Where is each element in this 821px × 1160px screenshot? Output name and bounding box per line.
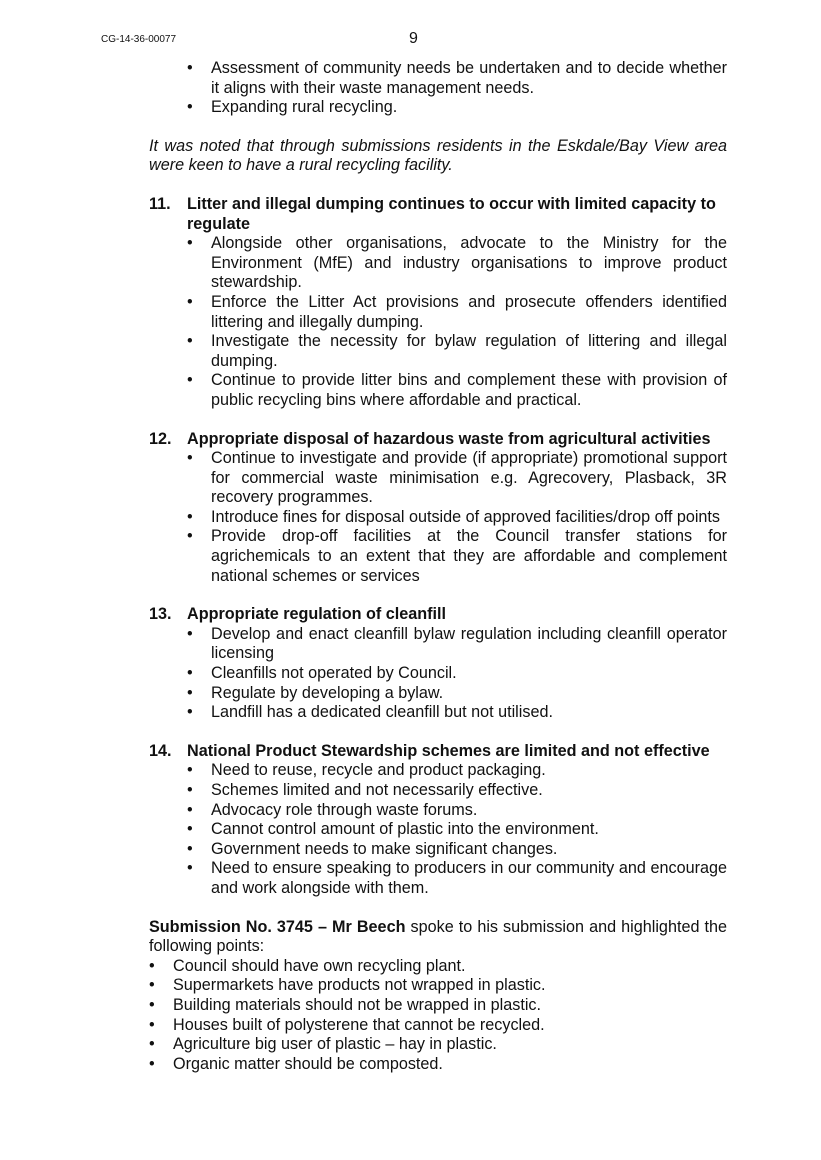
list-item: • Agriculture big user of plastic – hay in plastic.	[149, 1035, 727, 1055]
list-item: • Schemes limited and not necessarily effective.	[149, 781, 727, 801]
list-item: • Continue to provide litter bins and complement these with provision of public recycling bins where affordable and practical.	[149, 371, 727, 410]
list-item: • Enforce the Litter Act provisions and prosecute offenders identified littering and illegally dumping.	[149, 293, 727, 332]
list-item: • Advocacy role through waste forums.	[149, 801, 727, 821]
section-heading	[149, 430, 727, 450]
submission-label: Submission No. 3745 – Mr Beech	[149, 917, 406, 936]
list-item: • Develop and enact cleanfill bylaw regulation including cleanfill operator licensing	[149, 625, 727, 664]
section-title: Litter and illegal dumping continues to occur with limited capacity to regulate	[187, 194, 716, 233]
list-item: • Houses built of polysterene that cannot be recycled.	[149, 1016, 727, 1036]
section-title: National Product Stewardship schemes are limited and not effective	[187, 741, 710, 760]
list-item: • Introduce fines for disposal outside of approved facilities/drop off points	[149, 508, 727, 528]
section-12	[149, 430, 727, 587]
submission-points-list	[149, 957, 727, 1075]
section-heading	[149, 605, 727, 625]
list-item: • Landfill has a dedicated cleanfill but not utilised.	[149, 703, 727, 723]
list-item: • Organic matter should be composted.	[149, 1055, 727, 1075]
list-item: • Investigate the necessity for bylaw regulation of littering and illegal dumping.	[149, 332, 727, 371]
list-item: • Continue to investigate and provide (if appropriate) promotional support for commercial waste minimisation e.g. Agrecovery, Plasback, 3R recovery programmes.	[149, 449, 727, 508]
submission-block	[149, 918, 727, 1075]
note-paragraph: It was noted that through submissions residents in the Eskdale/Bay View area were keen to have a rural recycling facility.	[149, 136, 727, 175]
page-content	[149, 59, 727, 1074]
section-bullet-list	[149, 761, 727, 898]
section-13	[149, 605, 727, 723]
section-11	[149, 195, 727, 411]
list-item: • Need to ensure speaking to producers in our community and encourage and work alongside with them.	[149, 859, 727, 898]
section-title: Appropriate disposal of hazardous waste from agricultural activities	[187, 429, 711, 448]
section-14	[149, 742, 727, 899]
submission-intro	[149, 918, 727, 957]
list-item: • Cleanfills not operated by Council.	[149, 664, 727, 684]
list-item: • Supermarkets have products not wrapped in plastic.	[149, 976, 727, 996]
list-item: • Government needs to make significant changes.	[149, 840, 727, 860]
document-id: CG-14-36-00077	[101, 34, 177, 45]
list-item: • Assessment of community needs be undertaken and to decide whether it aligns with their waste management needs.	[149, 59, 727, 98]
section-title: Appropriate regulation of cleanfill	[187, 605, 447, 624]
list-item: • Alongside other organisations, advocate to the Ministry for the Environment (MfE) and industry organisations to improve product stewardship.	[149, 234, 727, 293]
submission-intro-text: spoke to his submission and highlighted the following points:	[149, 917, 727, 956]
page-number: 9	[409, 30, 418, 47]
section-heading	[149, 742, 727, 762]
section-number: 12.	[149, 429, 172, 448]
list-item: • Provide drop-off facilities at the Council transfer stations for agrichemicals to an extent that they are affordable and complement national schemes or services	[149, 527, 727, 586]
list-item: • Need to reuse, recycle and product packaging.	[149, 761, 727, 781]
list-item: • Council should have own recycling plant.	[149, 957, 727, 977]
list-item: • Building materials should not be wrapped in plastic.	[149, 996, 727, 1016]
section-bullet-list	[149, 234, 727, 410]
section-bullet-list	[149, 449, 727, 586]
section-number: 11.	[149, 194, 171, 213]
section-number: 13.	[149, 605, 172, 624]
section-bullet-list	[149, 625, 727, 723]
list-item: • Regulate by developing a bylaw.	[149, 684, 727, 704]
section-heading	[149, 195, 727, 234]
top-bullet-list	[149, 59, 727, 118]
list-item: • Cannot control amount of plastic into the environment.	[149, 820, 727, 840]
list-item: • Expanding rural recycling.	[149, 98, 727, 118]
section-number: 14.	[149, 741, 172, 760]
